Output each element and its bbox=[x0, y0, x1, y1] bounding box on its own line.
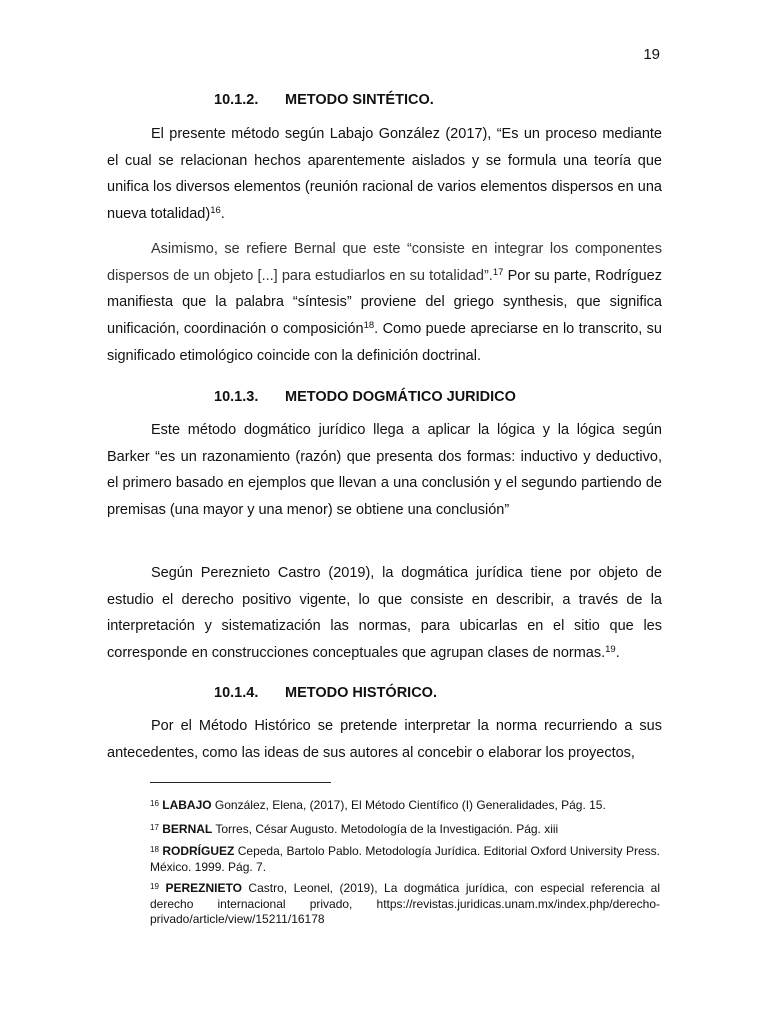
heading-title: METODO SINTÉTICO. bbox=[285, 92, 434, 108]
footnote-author: LABAJO bbox=[162, 798, 212, 812]
heading-title: METODO HISTÓRICO. bbox=[285, 685, 437, 701]
section-heading-10-1-4 bbox=[214, 685, 437, 701]
section-heading-10-1-3 bbox=[214, 389, 516, 405]
footnote-mark: 19 bbox=[150, 882, 159, 891]
footnote-text: Castro, Leonel, (2019), La dogmática jurídica, con especial referencia al derecho internacional privado, https://revistas.juridicas.unam.mx/index.php/derecho-privado/article/view/15211/16178 bbox=[150, 881, 660, 926]
paragraph-sintetico-1 bbox=[107, 121, 662, 228]
paragraph-text: Según Pereznieto Castro (2019), la dogmática jurídica tiene por objeto de estudio el derecho positivo vigente, lo que consiste en describir, a través de la interpretación y sistematización las normas, para ubicarlas en el sitio que les corresponde en construcciones conceptuales que agrupan clases de normas. bbox=[107, 565, 662, 662]
paragraph-sintetico-2 bbox=[107, 236, 662, 370]
paragraph-text: Por el Método Histórico se pretende interpretar la norma recurriendo a sus antecedentes, como las ideas de sus autores al concebir o elaborar los proyectos, bbox=[107, 718, 662, 761]
footnote-text: González, Elena, (2017), El Método Científico (I) Generalidades, Pág. 15. bbox=[211, 798, 606, 812]
paragraph-text: Por su parte, Rodríguez manifiesta que la palabra “síntesis” proviene del griego synthesis, que significa unificación, coordinación o composición bbox=[107, 267, 662, 338]
footnote-16 bbox=[150, 796, 660, 814]
footnote-ref[interactable]: 19 bbox=[605, 644, 616, 656]
footnote-separator bbox=[150, 782, 331, 783]
heading-title: METODO DOGMÁTICO JURIDICO bbox=[285, 389, 516, 405]
heading-number: 10.1.3. bbox=[214, 389, 259, 405]
footnote-mark: 17 bbox=[150, 823, 159, 832]
paragraph-text: . Como puede apreciarse en lo transcrito, su significado etimológico coincide con la definición doctrinal. bbox=[107, 321, 662, 364]
footnote-text: Torres, César Augusto. Metodología de la Investigación. Pág. xiii bbox=[212, 822, 559, 836]
page-number: 19 bbox=[643, 46, 660, 63]
heading-number: 10.1.2. bbox=[214, 92, 259, 108]
footnote-19 bbox=[150, 879, 660, 928]
footnote-ref[interactable]: 17 bbox=[492, 266, 504, 278]
footnote-author: RODRÍGUEZ bbox=[162, 844, 235, 858]
paragraph-text: . bbox=[220, 206, 225, 223]
paragraph-text: El presente método según Labajo González (2017), “Es un proceso mediante el cual se relacionan hechos aparentemente aislados y se formula una teoría que unifica los diversos elementos (reunión racional de varios elementos dispersos en una nueva totalidad) bbox=[107, 126, 662, 223]
paragraph-dogmatico-2 bbox=[107, 560, 662, 667]
footnote-author: PEREZNIETO bbox=[165, 881, 242, 895]
footnote-18 bbox=[150, 842, 660, 875]
paragraph-historico-1 bbox=[107, 713, 662, 766]
paragraph-text: Este método dogmático jurídico llega a aplicar la lógica y la lógica según Barker “es un razonamiento (razón) que presenta dos formas: inductivo y deductivo, el primero basado en ejemplos que llevan a una conclusión y el segundo partiendo de premisas (una mayor y una menor) se obtiene una conclusión” bbox=[107, 422, 662, 519]
footnote-author: BERNAL bbox=[162, 822, 213, 836]
footnote-mark: 16 bbox=[150, 799, 159, 808]
footnote-17 bbox=[150, 820, 660, 838]
section-heading-10-1-2 bbox=[214, 92, 434, 108]
heading-number: 10.1.4. bbox=[214, 685, 259, 701]
paragraph-dogmatico-1 bbox=[107, 417, 662, 524]
paragraph-text: Asimismo, se refiere Bernal que este “consiste en integrar los componentes dispersos de un objeto [...] para estudiarlos en su totalidad”. bbox=[107, 241, 662, 284]
footnote-ref[interactable]: 16 bbox=[210, 205, 221, 217]
footnote-mark: 18 bbox=[150, 845, 159, 854]
footnote-text: Cepeda, Bartolo Pablo. Metodología Jurídica. Editorial Oxford University Press. México. 1999. Pág. 7. bbox=[150, 844, 660, 874]
paragraph-text: . bbox=[615, 645, 620, 662]
footnote-ref[interactable]: 18 bbox=[363, 320, 375, 332]
